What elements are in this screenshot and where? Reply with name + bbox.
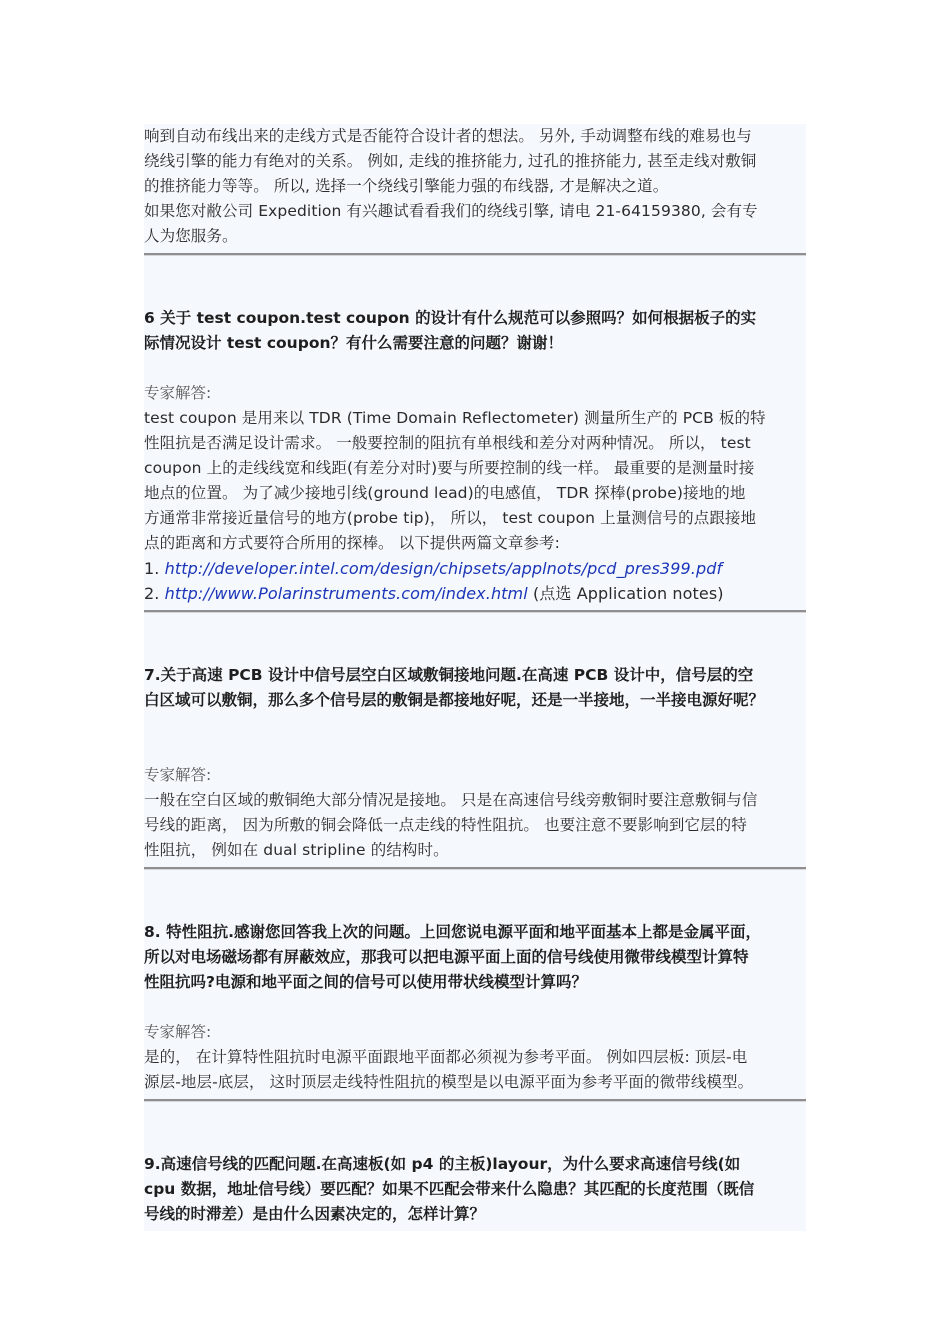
intro-line: 绕线引擎的能力有绝对的关系。 例如, 走线的推挤能力, 过孔的推挤能力, 甚至走线对敷铜	[144, 152, 757, 170]
intro-line: 如果您对敝公司 Expedition 有兴趣试看看我们的绕线引擎, 请电 21-64159380, 会有专	[144, 202, 758, 220]
reference-line-1	[144, 556, 806, 581]
question-line: 号线的时滞差）是由什么因素决定的，怎样计算？	[144, 1205, 486, 1223]
question-line: 性阻抗吗?电源和地平面之间的信号可以使用带状线模型计算吗？	[144, 973, 587, 991]
reference-number: 1.	[144, 559, 165, 578]
answer-line: 号线的距离， 因为所敷的铜会降低一点走线的特性阻抗。 也要注意不要影响到它层的特	[144, 816, 747, 834]
question-line: 白区域可以敷铜，那么多个信号层的敷铜是都接地好呢，还是一半接地，一半接电源好呢？	[144, 691, 765, 709]
answer-line: test coupon 是用来以 TDR (Time Domain Reflectometer) 测量所生产的 PCB 板的特	[144, 409, 766, 427]
question-line: cpu 数据，地址信号线）要匹配？如果不匹配会带来什么隐患？其匹配的长度范围（既信	[144, 1180, 755, 1198]
reference-number: 2.	[144, 584, 165, 603]
question-line: 6 关于 test coupon.test coupon 的设计有什么规范可以参照吗？如何根据板子的实	[144, 309, 757, 327]
question-line: 所以对电场磁场都有屏蔽效应，那我可以把电源平面上面的信号线使用微带线模型计算特	[144, 948, 749, 966]
qa-section-6	[144, 256, 806, 610]
answer-line: 性阻抗是否满足设计需求。 一般要控制的阻抗有单根线和差分对两种情况。 所以， test	[144, 434, 751, 452]
intro-line: 响到自动布线出来的走线方式是否能符合设计者的想法。 另外, 手动调整布线的难易也与	[144, 127, 752, 145]
answer-line: coupon 上的走线线宽和线距(有差分对时)要与所要控制的线一样。 最重要的是测量时接	[144, 459, 755, 477]
answer-line: 源层-地层-底层， 这时顶层走线特性阻抗的模型是以电源平面为参考平面的微带线模型。	[144, 1073, 754, 1091]
qa-section-7	[144, 613, 806, 867]
answer-line: 是的， 在计算特性阻抗时电源平面跟地平面都必须视为参考平面。 例如四层板: 顶层-电	[144, 1048, 748, 1066]
question-line: 7.关于高速 PCB 设计中信号层空白区域敷铜接地问题.在高速 PCB 设计中，信号层的空	[144, 666, 754, 684]
question-line: 8. 特性阻抗.感谢您回答我上次的问题。上回您说电源平面和地平面基本上都是金属平面，	[144, 923, 761, 941]
reference-line-2	[144, 581, 806, 606]
question-line: 际情况设计 test coupon？有什么需要注意的问题？谢谢！	[144, 334, 564, 352]
document-page	[144, 124, 806, 1231]
intro-line: 人为您服务。	[144, 227, 238, 245]
expert-answer-label: 专家解答:	[144, 766, 212, 784]
expert-answer-label: 专家解答:	[144, 384, 212, 402]
reference-note: (点选 Application notes)	[527, 584, 724, 603]
intro-line: 的推挤能力等等。 所以, 选择一个绕线引擎能力强的布线器, 才是解决之道。	[144, 177, 669, 195]
intro-section	[144, 124, 806, 253]
answer-line: 一般在空白区域的敷铜绝大部分情况是接地。 只是在高速信号线旁敷铜时要注意敷铜与信	[144, 791, 758, 809]
answer-line: 方通常非常接近量信号的地方(probe tip)， 所以， test coupon 上量测信号的点跟接地	[144, 509, 757, 527]
expert-answer-label: 专家解答:	[144, 1023, 212, 1041]
reference-link-intel[interactable]: http://developer.intel.com/design/chipsets/applnots/pcd_pres399.pdf	[164, 559, 723, 578]
answer-line: 地点的位置。 为了减少接地引线(ground lead)的电感值， TDR 探棒(probe)接地的地	[144, 484, 746, 502]
qa-section-8	[144, 870, 806, 1099]
question-line: 9.高速信号线的匹配问题.在高速板(如 p4 的主板)layour，为什么要求高速信号线(如	[144, 1155, 741, 1173]
answer-line: 性阻抗， 例如在 dual stripline 的结构时。	[144, 841, 449, 859]
reference-link-polar[interactable]: http://www.Polarinstruments.com/index.html	[164, 584, 528, 603]
answer-line: 点的距离和方式要符合所用的探棒。 以下提供两篇文章参考:	[144, 534, 560, 552]
qa-section-9	[144, 1102, 806, 1231]
